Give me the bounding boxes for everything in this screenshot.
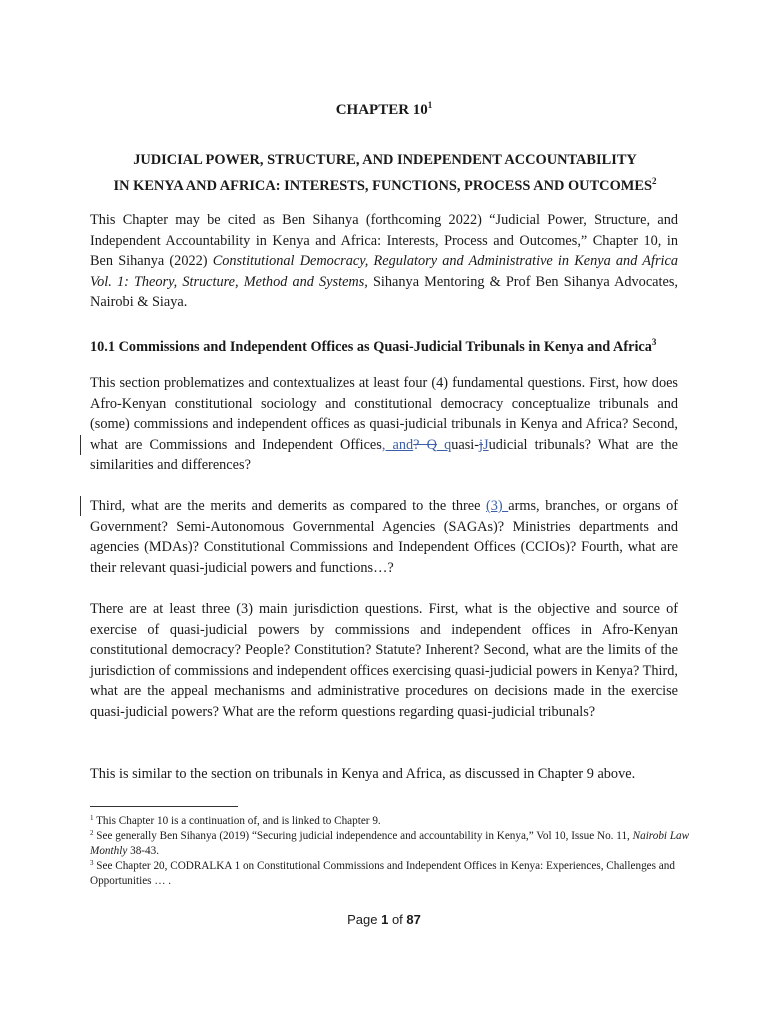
section-paragraph-4: This is similar to the section on tribunals in Kenya and Africa, as discussed in Chapter 9 above. bbox=[90, 766, 636, 782]
footnote-ref-1[interactable]: 1 bbox=[427, 100, 433, 110]
revision-change-bar bbox=[80, 435, 81, 455]
of-word: of bbox=[391, 912, 403, 927]
section-paragraph-3: There are at least three (3) main jurisdiction questions. First, what is the objective and source of exercise of quasi-judicial powers by commissions and independent offices in Afro-Kenyan constitutional democracy? People? Constitution? Statute? Inherent? Second, what are the limits of the jurisdiction of commissions and independent offices exercising quasi-judicial powers in Kenya? Third, what are the appeal mechanisms and administrative procedures on decisions made in the exercise quasi-judicial powers? What are the reform questions regarding quasi-judicial tribunals? bbox=[90, 601, 678, 720]
revision-change-bar bbox=[80, 496, 81, 516]
chapter-title-line-2: IN KENYA AND AFRICA: INTERESTS, FUNCTIONS, PROCESS AND OUTCOMES bbox=[113, 178, 652, 194]
tracked-insertion[interactable]: (3) bbox=[486, 498, 509, 514]
tracked-deletion[interactable]: ? Q bbox=[413, 436, 437, 453]
footnote-ref-3[interactable]: 3 bbox=[651, 337, 657, 347]
footnote-1: $^1$ This Chapter 10 is a continuation of, and is linked to Chapter 9. bbox=[90, 814, 381, 827]
current-page: 1 bbox=[381, 912, 389, 927]
tracked-insertion[interactable]: q bbox=[436, 436, 452, 453]
page-number-footer bbox=[0, 912, 768, 927]
chapter-label: CHAPTER 10 bbox=[335, 102, 428, 118]
footnote-separator bbox=[90, 806, 238, 807]
page-word: Page bbox=[347, 912, 378, 927]
citation-book-title: Constitutional Democracy, Regulatory and Administrative in Kenya and Africa Vol. 1: Theory, Structure, Method and Systems, bbox=[90, 253, 678, 290]
footnote-2: $^2$ See generally Ben Sihanya (2019) “Securing judicial independence and accountability in Kenya,” Vol 10, Issue No. 11, Nairobi Law Monthly 38-43. bbox=[90, 829, 690, 857]
chapter-title bbox=[90, 150, 680, 197]
section-heading: 10.1 Commissions and Independent Offices as Quasi-Judicial Tribunals in Kenya and Africa$^3$ bbox=[90, 337, 657, 355]
footnote-3: $^3$ See Chapter 20, CODRALKA 1 on Constitutional Commissions and Independent Offices in Kenya: Experiences, Challenges and Opportunities … . bbox=[90, 859, 675, 887]
section-paragraph-1: This section problematizes and contextualizes at least four (4) fundamental questions. First, how does Afro-Kenyan constitutional sociology and constitutional democracy conceptualize tribunals and (some) commissions and independent offices as quasi-judicial tribunals in Kenya and Africa? Second, what are Commissions and Independent Offices, and? Q quasi-jJudicial tribunals? What are the similarities and differences? bbox=[90, 375, 678, 474]
total-pages: 87 bbox=[406, 912, 421, 927]
citation-paragraph: This Chapter may be cited as Ben Sihanya (forthcoming 2022) “Judicial Power, Structure, and Independent Accountability in Kenya and Africa: Interests, Process and Outcomes,” Chapter 10, in Ben Sihanya (2022) Constitutional Democracy, Regulatory and Administrative in Kenya and Africa Vol. 1: Theory, Structure, Method and Systems, Sihanya Mentoring & Prof Ben Sihanya Advocates, Nairobi & Siaya. bbox=[90, 212, 678, 311]
section-paragraph-2: Third, what are the merits and demerits as compared to the three (3) arms, branches, or organs of Government? Semi-Autonomous Governmental Agencies (SAGAs)? Ministries departments and agencies (MDAs)? Constitutional Commissions and Independent Offices (CCIOs)? Fourth, what are their relevant quasi-judicial powers and functions…? bbox=[90, 498, 678, 576]
tracked-insertion[interactable]: , and bbox=[381, 436, 414, 453]
footnote-ref-2[interactable]: 2 bbox=[651, 176, 657, 186]
chapter-heading bbox=[0, 100, 768, 119]
chapter-title-line-1: JUDICIAL POWER, STRUCTURE, AND INDEPENDENT ACCOUNTABILITY bbox=[133, 152, 637, 168]
tracked-insertion[interactable]: J bbox=[483, 436, 489, 453]
tracked-deletion[interactable]: j bbox=[479, 436, 484, 453]
